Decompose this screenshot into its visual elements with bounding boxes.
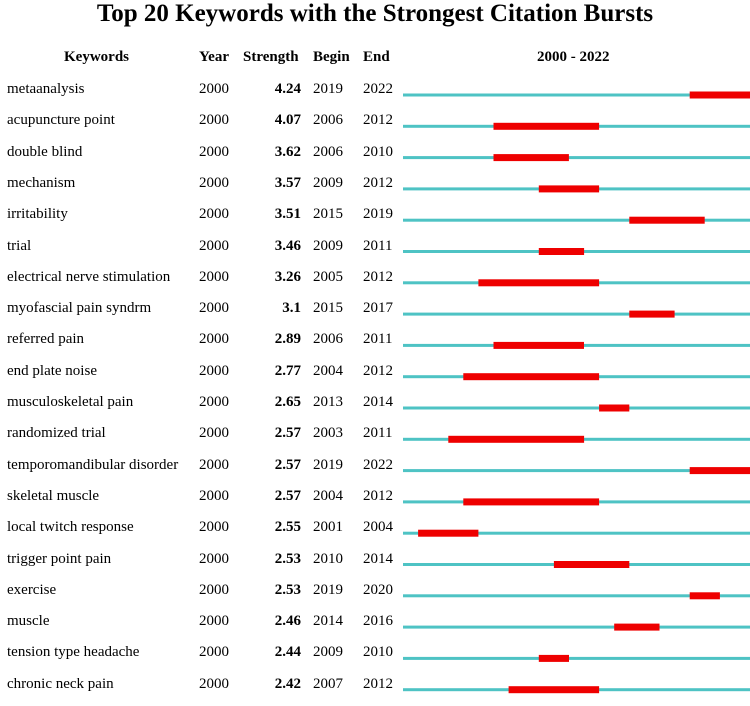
year-cell: 2000: [199, 331, 229, 348]
burst-bar: [614, 624, 659, 631]
burst-bar: [690, 592, 720, 599]
keyword-cell: musculoskeletal pain: [7, 394, 134, 410]
strength-cell: 2.53: [274, 581, 301, 598]
year-cell: 2000: [199, 425, 229, 442]
keyword-cell: referred pain: [7, 331, 85, 348]
year-cell: 2000: [199, 613, 229, 630]
keyword-cell: double blind: [7, 143, 83, 160]
timeline-baseline: [403, 313, 750, 316]
begin-cell: 2013: [313, 394, 343, 410]
begin-cell: 2014: [313, 613, 343, 630]
end-cell: 2010: [363, 644, 393, 661]
strength-cell: 3.51: [274, 206, 301, 223]
keyword-cell: acupuncture point: [7, 112, 115, 129]
end-cell: 2011: [363, 425, 393, 442]
burst-bar: [629, 311, 674, 318]
burst-bar: [494, 123, 600, 130]
year-cell: 2000: [199, 112, 229, 129]
year-cell: 2000: [199, 644, 229, 661]
keyword-cell: metaanalysis: [7, 81, 85, 97]
burst-bar: [494, 342, 585, 349]
end-cell: 2016: [363, 613, 393, 630]
begin-cell: 2015: [313, 206, 343, 223]
end-cell: 2022: [363, 81, 393, 97]
begin-cell: 2009: [313, 237, 343, 254]
burst-bar: [494, 154, 569, 161]
strength-cell: 2.46: [274, 613, 301, 630]
keyword-cell: tension type headache: [7, 644, 140, 661]
year-cell: 2000: [199, 487, 229, 504]
keyword-cell: randomized trial: [7, 425, 106, 442]
burst-bar: [509, 686, 599, 693]
begin-cell: 2006: [313, 143, 343, 160]
begin-cell: 2019: [313, 81, 343, 97]
strength-cell: 2.77: [274, 362, 301, 379]
header-begin: Begin: [313, 49, 350, 65]
end-cell: 2017: [363, 300, 393, 317]
end-cell: 2010: [363, 143, 393, 160]
strength-cell: 2.53: [274, 550, 301, 567]
end-cell: 2012: [363, 487, 393, 504]
strength-cell: 2.89: [274, 331, 301, 348]
burst-bar: [539, 655, 569, 662]
strength-cell: 2.57: [274, 425, 301, 442]
strength-cell: 3.57: [274, 174, 301, 191]
begin-cell: 2010: [313, 550, 343, 567]
begin-cell: 2009: [313, 644, 343, 661]
burst-bar: [539, 248, 584, 255]
timeline-baseline: [403, 626, 750, 629]
header-keywords: Keywords: [64, 49, 129, 65]
strength-cell: 4.24: [274, 81, 301, 97]
end-cell: 2012: [363, 174, 393, 191]
end-cell: 2014: [363, 394, 393, 410]
begin-cell: 2005: [313, 268, 343, 285]
burst-bar: [554, 561, 629, 568]
timeline-baseline: [403, 156, 750, 159]
year-cell: 2000: [199, 394, 229, 410]
keyword-cell: irritability: [7, 206, 68, 223]
end-cell: 2020: [363, 581, 393, 598]
burst-bar: [418, 530, 478, 537]
burst-bar: [463, 498, 599, 505]
year-cell: 2000: [199, 581, 229, 598]
keyword-cell: end plate noise: [7, 362, 97, 379]
burst-bar: [478, 279, 599, 286]
keyword-cell: exercise: [7, 581, 57, 598]
burst-bar: [690, 467, 750, 474]
begin-cell: 2009: [313, 174, 343, 191]
begin-cell: 2004: [313, 487, 343, 504]
end-cell: 2011: [363, 331, 393, 348]
year-cell: 2000: [199, 268, 229, 285]
end-cell: 2014: [363, 550, 393, 567]
keyword-cell: skeletal muscle: [7, 487, 100, 504]
chart-title: Top 20 Keywords with the Strongest Citation Bursts: [96, 0, 654, 27]
year-cell: 2000: [199, 81, 229, 97]
keyword-cell: trigger point pain: [7, 550, 112, 567]
timeline-baseline: [403, 407, 750, 410]
burst-bar: [629, 217, 704, 224]
header-year: Year: [199, 49, 229, 65]
keyword-cell: muscle: [7, 613, 50, 630]
strength-cell: 2.65: [274, 394, 301, 410]
burst-bar: [599, 405, 629, 412]
begin-cell: 2019: [313, 581, 343, 598]
year-cell: 2000: [199, 519, 229, 536]
begin-cell: 2015: [313, 300, 343, 317]
year-cell: 2000: [199, 456, 229, 473]
timeline-baseline: [403, 657, 750, 660]
end-cell: 2004: [363, 519, 393, 536]
begin-cell: 2006: [313, 112, 343, 129]
burst-bar: [539, 185, 599, 192]
end-cell: 2011: [363, 237, 393, 254]
strength-cell: 3.1: [282, 300, 301, 317]
year-cell: 2000: [199, 237, 229, 254]
begin-cell: 2001: [313, 519, 343, 536]
header-end: End: [363, 49, 390, 65]
burst-bar: [463, 373, 599, 380]
burst-bar: [448, 436, 584, 443]
year-cell: 2000: [199, 362, 229, 379]
keyword-cell: local twitch response: [7, 519, 134, 536]
keyword-cell: mechanism: [7, 174, 76, 191]
strength-cell: 3.62: [274, 143, 301, 160]
end-cell: 2022: [363, 456, 393, 473]
strength-cell: 4.07: [274, 112, 301, 129]
begin-cell: 2006: [313, 331, 343, 348]
year-cell: 2000: [199, 550, 229, 567]
keyword-cell: electrical nerve stimulation: [7, 268, 171, 285]
end-cell: 2012: [363, 362, 393, 379]
end-cell: 2019: [363, 206, 393, 223]
strength-cell: 2.57: [274, 487, 301, 504]
begin-cell: 2003: [313, 425, 343, 442]
keyword-cell: myofascial pain syndrm: [7, 300, 152, 317]
strength-cell: 2.44: [274, 644, 301, 661]
end-cell: 2012: [363, 112, 393, 129]
begin-cell: 2004: [313, 362, 343, 379]
end-cell: 2012: [363, 675, 393, 692]
strength-cell: 2.57: [274, 456, 301, 473]
header-strength: Strength: [243, 49, 299, 65]
strength-cell: 3.46: [274, 237, 301, 254]
strength-cell: 2.42: [274, 675, 301, 692]
begin-cell: 2019: [313, 456, 343, 473]
header-range: 2000 - 2022: [537, 49, 610, 65]
strength-cell: 3.26: [274, 268, 301, 285]
year-cell: 2000: [199, 174, 229, 191]
end-cell: 2012: [363, 268, 393, 285]
year-cell: 2000: [199, 300, 229, 317]
year-cell: 2000: [199, 143, 229, 160]
keyword-cell: temporomandibular disorder: [7, 456, 179, 473]
keyword-cell: chronic neck pain: [7, 675, 114, 692]
strength-cell: 2.55: [274, 519, 301, 536]
year-cell: 2000: [199, 206, 229, 223]
year-cell: 2000: [199, 675, 229, 692]
burst-bar: [690, 92, 750, 99]
begin-cell: 2007: [313, 675, 343, 692]
keyword-cell: trial: [7, 237, 32, 254]
